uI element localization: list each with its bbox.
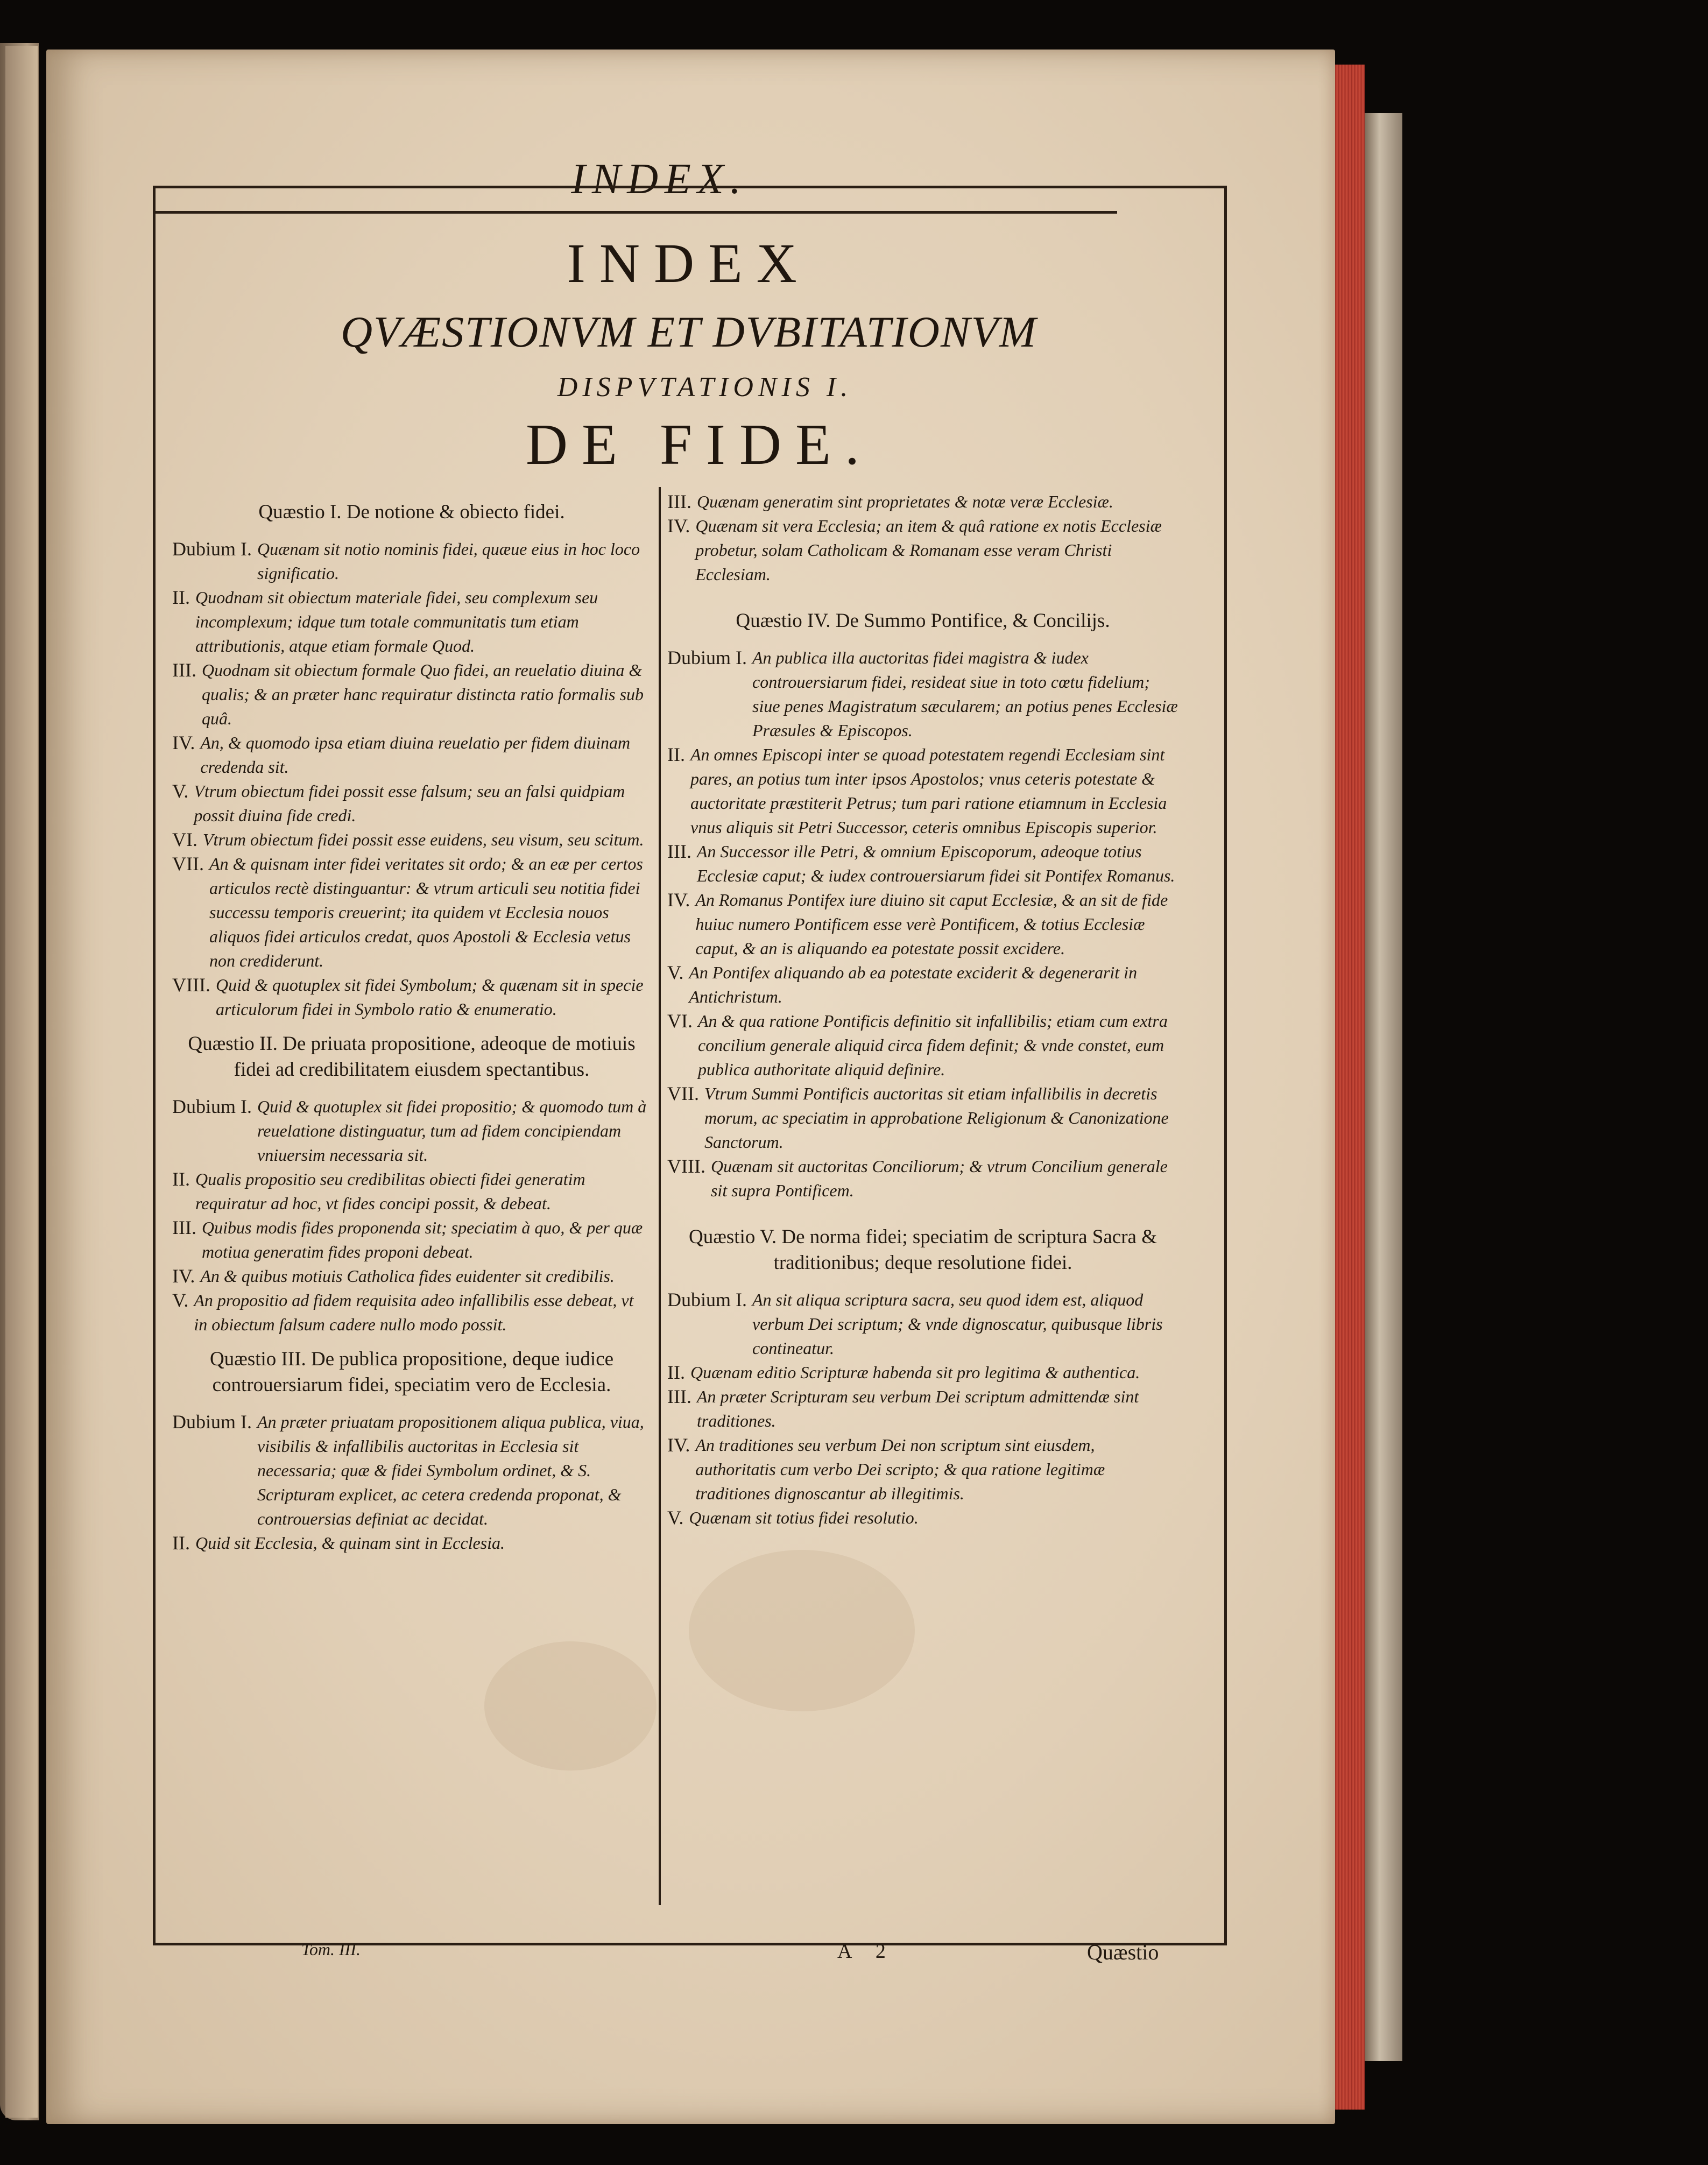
dubium-text: An sit aliqua scriptura sacra, seu quod idem est, aliquod verbum Dei scriptum; & vnde dignoscatur, quibusque libris contineatur. — [752, 1290, 1163, 1358]
dubium-text: Quibus modis fides proponenda sit; speciatim à quo, & per quæ motiua generatim fides proponi debeat. — [201, 1218, 643, 1261]
dubium-entry — [172, 973, 651, 1021]
dubium-number: II. — [172, 587, 190, 608]
dubium-entry — [667, 888, 1178, 961]
dubium-text: Vtrum obiectum fidei possit esse falsum; seu an falsi quidpiam possit diuina fide credi. — [194, 781, 625, 825]
dubium-number: III. — [667, 841, 691, 862]
running-head: INDEX. — [571, 156, 747, 203]
dubium-number: Dubium I. — [667, 647, 747, 668]
dubium-number: Dubium I. — [172, 538, 252, 560]
dubium-entry — [667, 1082, 1178, 1154]
dubium-text: An præter Scripturam seu verbum Dei scriptum admittendæ sint traditiones. — [696, 1387, 1139, 1430]
dubium-entry — [172, 852, 651, 973]
column-divider — [659, 487, 661, 1905]
dubium-entry — [172, 1216, 651, 1264]
quaestio-heading: Quæstio I. De notione & obiecto fidei. — [258, 501, 565, 523]
facing-page — [5, 46, 38, 2118]
dubium-entry — [172, 586, 651, 658]
section-title: DE FIDE. — [526, 413, 873, 477]
dubium-text: An, & quomodo ipsa etiam diuina reuelatio per fidem diuinam credenda sit. — [200, 733, 631, 777]
dubium-text: An Romanus Pontifex iure diuino sit caput Ecclesiæ, & an sit de fide huiuc numero Pontificem esse verè Pontificem, & totius Ecclesiæ caput, & an is aliquando ea potestate possit excidere. — [695, 890, 1168, 958]
dubium-number: VIII. — [667, 1155, 705, 1177]
dubium-entry — [172, 1095, 651, 1167]
dubium-number: V. — [667, 962, 684, 983]
dubium-text: Quid & quotuplex sit fidei propositio; & quomodo tum à reuelatione distinguatur, tum ad fidem concipiendam vniuersim necessaria sit. — [257, 1097, 647, 1165]
dubium-entry — [667, 1154, 1178, 1203]
dubium-number: IV. — [172, 732, 195, 753]
dubium-entry — [667, 1506, 1178, 1530]
dubium-text: An & quisnam inter fidei veritates sit ordo; & an eæ per certos articulos rectè distinguantur: & vtrum articuli seu notitia fidei successu temporis creuerint; ita quidem vt Ecclesia nouos aliquos fidei articulos credat, quos Apostoli & Ecclesia vetus non crediderunt. — [209, 854, 643, 970]
dubium-entry — [667, 646, 1178, 743]
dubium-number: Dubium I. — [172, 1096, 252, 1117]
dubium-text: An præter priuatam propositionem aliqua publica, viua, visibilis & infallibilis auctoritas in Ecclesia sit necessaria; quæ & fidei Symbolum ordinet, & S. Scripturam explicet, ac cetera credenda proponat, & controuersias definiat ac decidat. — [257, 1412, 644, 1528]
dubium-number: VII. — [172, 853, 204, 875]
dubium-entry — [172, 1264, 651, 1288]
dubium-text: Quænam editio Scripturæ habenda sit pro legitima & authentica. — [690, 1363, 1140, 1382]
dubium-entry — [667, 1360, 1178, 1385]
dubium-number: IV. — [667, 1434, 690, 1456]
dubium-text: Quænam sit notio nominis fidei, quæue eius in hoc loco significatio. — [257, 539, 640, 583]
quaestio-heading: Quæstio II. De priuata propositione, adeoque de motiuis fidei ad credibilitatem eiusdem spectantibus. — [188, 1033, 636, 1081]
dubium-text: Quodnam sit obiectum materiale fidei, seu complexum seu incomplexum; idque tum totale communitatis tum etiam attributionis, atque etiam formale Quod. — [195, 588, 598, 655]
dubium-number: VI. — [172, 829, 197, 850]
dubium-entry — [172, 731, 651, 779]
dubium-number: III. — [172, 659, 196, 681]
right-column — [667, 490, 1178, 1530]
index-title: INDEX — [567, 232, 811, 294]
dubium-number: IV. — [667, 515, 690, 537]
dubium-entry — [172, 828, 651, 852]
dubium-text: Vtrum obiectum fidei possit esse euidens, seu visum, seu scitum. — [203, 830, 644, 849]
dubium-entry — [667, 1009, 1178, 1082]
dubium-text: Quid sit Ecclesia, & quinam sint in Ecclesia. — [195, 1533, 505, 1553]
dubium-number: IV. — [172, 1265, 195, 1287]
dubium-text: An propositio ad fidem requisita adeo infallibilis esse debeat, vt in obiectum falsum cadere nullo modo possit. — [194, 1290, 634, 1334]
dubium-text: An Successor ille Petri, & omnium Episcoporum, adeoque totius Ecclesiæ caput; & iudex controuersiarum fidei sit Pontifex Romanus. — [696, 842, 1175, 885]
dubium-number: III. — [667, 491, 691, 512]
disputatio-heading: DISPVTATIONIS I. — [557, 372, 853, 403]
dubium-number: VII. — [667, 1083, 699, 1104]
dubium-number: V. — [172, 780, 189, 802]
dubium-entry — [667, 840, 1178, 888]
dubium-text: An & quibus motiuis Catholica fides euidenter sit credibilis. — [200, 1266, 615, 1286]
dubium-entry — [172, 1531, 651, 1555]
footer-tome: Tom. III. — [301, 1940, 361, 1959]
dubium-number: III. — [667, 1386, 691, 1407]
dubium-entry — [172, 1410, 651, 1531]
footer-signature: A 2 — [837, 1940, 895, 1963]
subtitle: QVÆSTIONVM ET DVBITATIONVM — [340, 307, 1037, 356]
dubium-entry — [667, 743, 1178, 840]
dubium-entry — [172, 658, 651, 731]
dubium-number: V. — [172, 1289, 189, 1311]
dubium-number: II. — [172, 1168, 190, 1190]
quaestio-heading: Quæstio III. De publica propositione, deque iudice controuersiarum fidei, speciatim vero de Ecclesia. — [209, 1348, 614, 1396]
dubium-text: An publica illa auctoritas fidei magistra & iudex controuersiarum fidei, resideat siue in toto cœtu fidelium; siue penes Magistratum sæcularem; an potius penes Ecclesiæ Præsules & Episcopos. — [752, 648, 1178, 740]
dubium-number: III. — [172, 1217, 196, 1238]
dubium-entry — [667, 1385, 1178, 1433]
dubium-number: V. — [667, 1507, 684, 1528]
dubium-entry — [667, 514, 1178, 587]
dubium-entry — [667, 961, 1178, 1009]
dubium-text: Quænam sit vera Ecclesia; an item & quâ ratione ex notis Ecclesiæ probetur, solam Catholicam & Romanam esse veram Christi Ecclesiam. — [695, 516, 1162, 584]
dubium-entry — [172, 537, 651, 586]
dubium-number: II. — [667, 1362, 685, 1383]
dubium-text: An traditiones seu verbum Dei non scriptum sint eiusdem, authoritatis cum verbo Dei scripto; & qua ratione legitimæ traditiones dignoscantur ab illegitimis. — [695, 1435, 1105, 1503]
dubium-text: Vtrum Summi Pontificis auctoritas sit etiam infallibilis in decretis morum, ac speciatim in approbatione Religionum & Canonizatione Sanctorum. — [704, 1084, 1169, 1152]
dubium-number: IV. — [667, 889, 690, 911]
dubium-text: An & qua ratione Pontificis definitio sit infallibilis; etiam cum extra concilium generale aliquid circa fidem definit; & vnde constet, eum publica authoritate aliquid definire. — [698, 1011, 1168, 1079]
left-column — [172, 490, 651, 1555]
dubium-text: An Pontifex aliquando ab ea potestate exciderit & degenerarit in Antichristum. — [689, 963, 1138, 1006]
footer-catchword: Quæstio — [1087, 1940, 1159, 1964]
dubium-number: II. — [667, 744, 685, 765]
dubium-number: II. — [172, 1532, 190, 1554]
dubium-text: Quid & quotuplex sit fidei Symbolum; & quænam sit in specie articulorum fidei in Symbolo ratio & enumeratio. — [215, 975, 644, 1019]
dubium-number: Dubium I. — [172, 1411, 252, 1433]
dubium-text: Quænam sit totius fidei resolutio. — [689, 1508, 919, 1527]
dubium-entry — [172, 1167, 651, 1216]
dubium-entry — [172, 779, 651, 828]
dubium-entry — [667, 1433, 1178, 1506]
dubium-text: Qualis propositio seu credibilitas obiecti fidei generatim requiratur ad hoc, vt fides concipi possit, & debeat. — [195, 1169, 585, 1213]
dubium-number: VIII. — [172, 974, 210, 996]
quaestio-heading: Quæstio V. De norma fidei; speciatim de scriptura Sacra & traditionibus; deque resolutione fidei. — [689, 1226, 1157, 1274]
book-cover-edge — [1365, 113, 1402, 2061]
dubium-text: An omnes Episcopi inter se quoad potestatem regendi Ecclesiam sint pares, an potius tum inter ipsos Apostolos; vnus ceteris potestate & auctoritate præstiterit Petrus; tum pari ratione etiamnum in Ecclesia vnus aliquis sit Petri Successor, ceteris omnibus Episcopis superior. — [690, 745, 1167, 837]
dubium-text: Quænam generatim sint proprietates & notæ veræ Ecclesiæ. — [696, 492, 1113, 511]
dubium-number: Dubium I. — [667, 1289, 747, 1310]
dubium-text: Quænam sit auctoritas Conciliorum; & vtrum Concilium generale sit supra Pontificem. — [710, 1156, 1168, 1200]
dubium-number: VI. — [667, 1010, 693, 1032]
dubium-entry — [667, 1288, 1178, 1360]
dubium-entry — [172, 1288, 651, 1337]
quaestio-heading: Quæstio IV. De Summo Pontifice, & Concilijs. — [736, 610, 1110, 632]
dubium-text: Quodnam sit obiectum formale Quo fidei, an reuelatio diuina & qualis; & an præter hanc requiratur distincta ratio formalis sub quâ. — [201, 660, 644, 728]
dubium-entry — [667, 490, 1178, 514]
